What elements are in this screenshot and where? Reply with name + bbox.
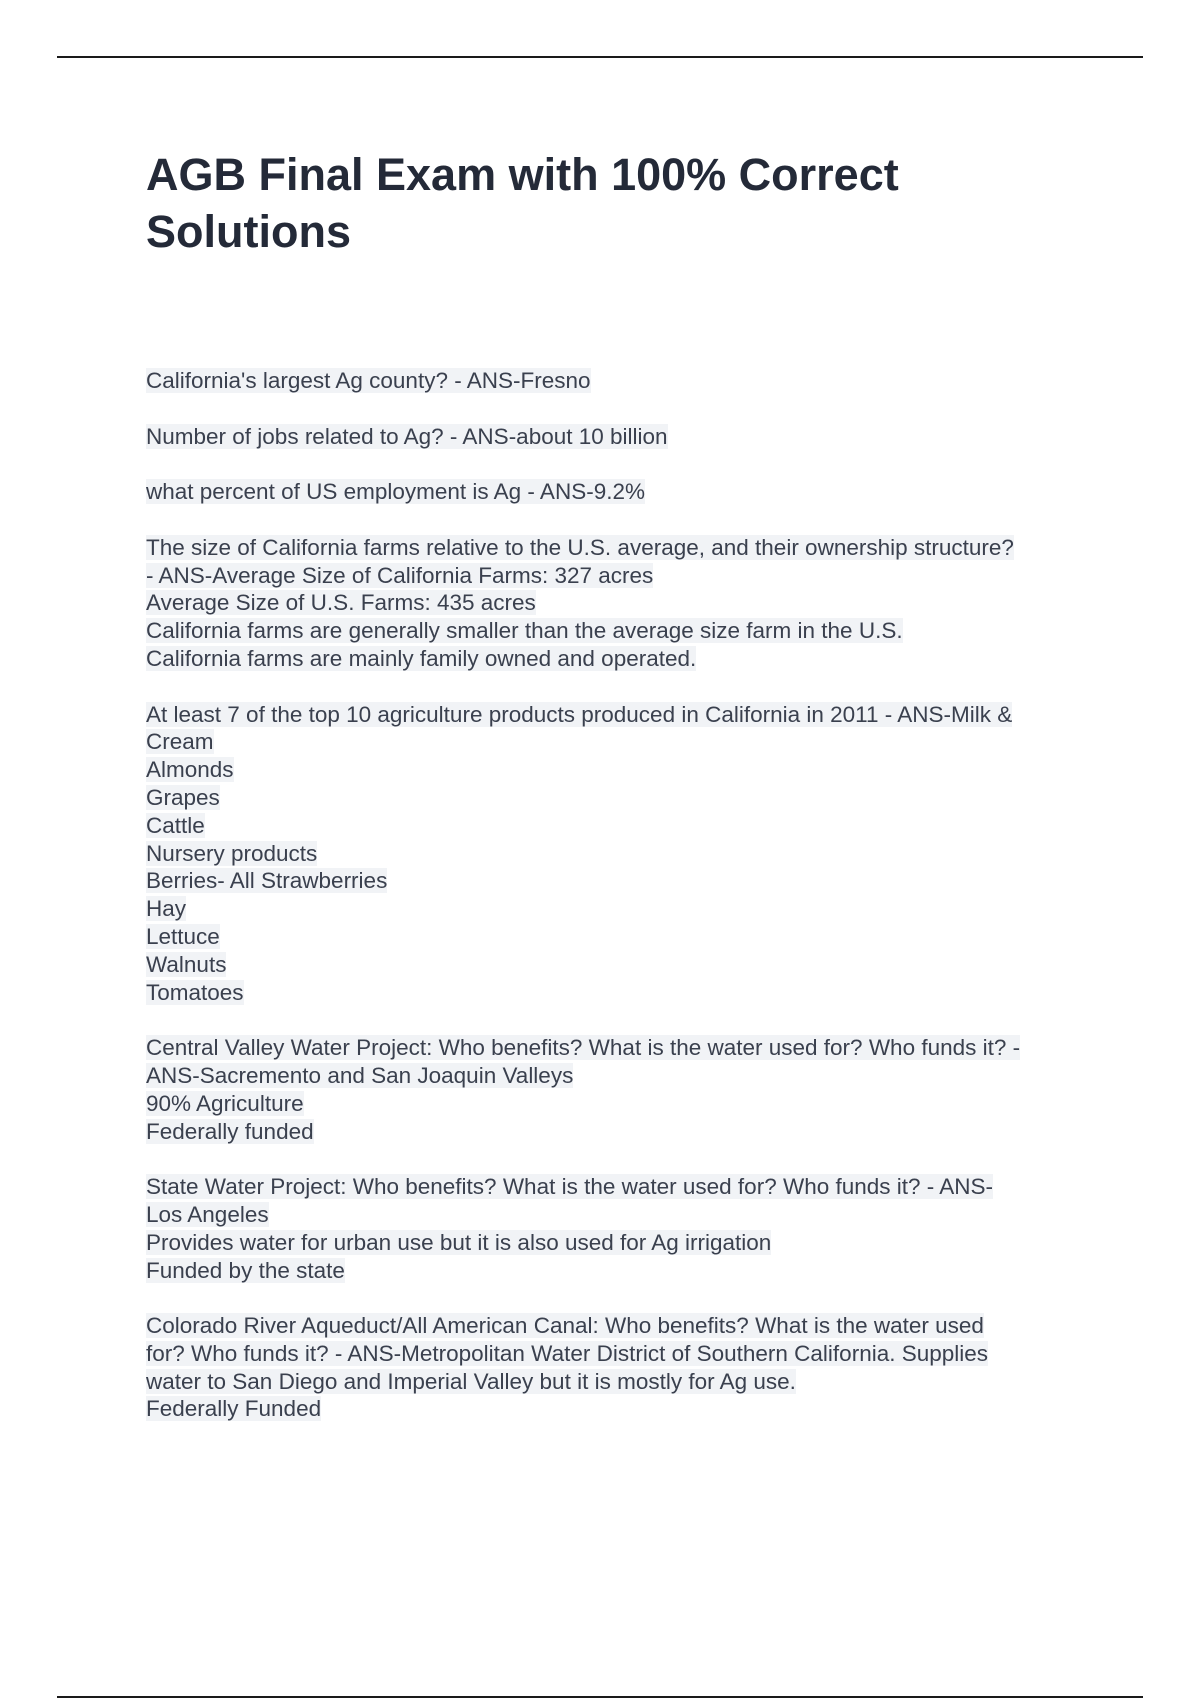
qa-line bbox=[146, 1062, 1096, 1090]
qa-line-text: - ANS-Average Size of California Farms: 327 acres bbox=[146, 562, 654, 588]
qa-line-text: water to San Diego and Imperial Valley but it is mostly for Ag use. bbox=[146, 1368, 796, 1394]
qa-line-text: Federally funded bbox=[146, 1118, 314, 1144]
qa-line bbox=[146, 1034, 1096, 1062]
qa-line bbox=[146, 1090, 1096, 1118]
qa-line bbox=[146, 562, 1096, 590]
qa-line bbox=[146, 1312, 1096, 1340]
qa-line-text: Walnuts bbox=[146, 951, 227, 977]
qa-line bbox=[146, 812, 1096, 840]
qa-line-text: Number of jobs related to Ag? - ANS-about 10 billion bbox=[146, 423, 668, 449]
qa-line bbox=[146, 645, 1096, 673]
footer-divider bbox=[57, 1696, 1143, 1698]
qa-line-text: Central Valley Water Project: Who benefits? What is the water used for? Who funds it? - bbox=[146, 1035, 1021, 1061]
qa-line bbox=[146, 923, 1096, 951]
qa-line bbox=[146, 1340, 1096, 1368]
qa-line-text: for? Who funds it? - ANS-Metropolitan Water District of Southern California. Supplies bbox=[146, 1340, 989, 1366]
qa-line bbox=[146, 951, 1096, 979]
qa-line-text: Nursery products bbox=[146, 840, 318, 866]
qa-line-text: Federally Funded bbox=[146, 1396, 322, 1422]
qa-line-text: At least 7 of the top 10 agriculture products produced in California in 2011 - ANS-Milk & bbox=[146, 701, 1013, 727]
qa-line-text: Los Angeles bbox=[146, 1201, 269, 1227]
header-divider bbox=[57, 56, 1143, 58]
qa-line-text: Colorado River Aqueduct/All American Canal: Who benefits? What is the water used bbox=[146, 1313, 984, 1339]
qa-item bbox=[146, 1173, 1096, 1284]
qa-line bbox=[146, 701, 1096, 729]
qa-line bbox=[146, 840, 1096, 868]
qa-line-text: Cream bbox=[146, 729, 214, 755]
qa-line-text: Average Size of U.S. Farms: 435 acres bbox=[146, 590, 536, 616]
document-title: AGB Final Exam with 100% Correct Solutions bbox=[146, 149, 899, 257]
qa-line-text: Funded by the state bbox=[146, 1257, 345, 1283]
qa-line-text: Lettuce bbox=[146, 923, 220, 949]
qa-line-text: Tomatoes bbox=[146, 979, 244, 1005]
qa-line-text: Berries- All Strawberries bbox=[146, 868, 388, 894]
qa-line bbox=[146, 478, 1096, 506]
qa-item bbox=[146, 534, 1096, 673]
qa-line-text: ANS-Sacremento and San Joaquin Valleys bbox=[146, 1062, 574, 1088]
qa-line bbox=[146, 1257, 1096, 1285]
qa-item bbox=[146, 1312, 1096, 1423]
qa-line bbox=[146, 367, 1096, 395]
qa-line-text: The size of California farms relative to the U.S. average, and their ownership structure? bbox=[146, 534, 1014, 560]
qa-line bbox=[146, 867, 1096, 895]
qa-item bbox=[146, 1034, 1096, 1145]
qa-line bbox=[146, 1118, 1096, 1146]
qa-list bbox=[146, 367, 1096, 1451]
qa-line-text: California's largest Ag county? - ANS-Fresno bbox=[146, 368, 591, 393]
qa-line bbox=[146, 534, 1096, 562]
qa-line bbox=[146, 756, 1096, 784]
qa-item bbox=[146, 367, 1096, 395]
qa-line bbox=[146, 1229, 1096, 1257]
qa-line bbox=[146, 784, 1096, 812]
qa-line bbox=[146, 1201, 1096, 1229]
qa-line-text: Almonds bbox=[146, 757, 234, 783]
qa-line bbox=[146, 1173, 1096, 1201]
qa-line-text: Hay bbox=[146, 896, 187, 922]
qa-line-text: California farms are generally smaller than the average size farm in the U.S. bbox=[146, 618, 903, 644]
qa-line-text: State Water Project: Who benefits? What is the water used for? Who funds it? - ANS- bbox=[146, 1174, 994, 1200]
qa-item bbox=[146, 701, 1096, 1007]
qa-line bbox=[146, 895, 1096, 923]
qa-line-text: California farms are mainly family owned and operated. bbox=[146, 645, 697, 671]
qa-line bbox=[146, 728, 1096, 756]
qa-item bbox=[146, 478, 1096, 506]
qa-line-text: Provides water for urban use but it is also used for Ag irrigation bbox=[146, 1229, 772, 1255]
qa-line-text: Cattle bbox=[146, 812, 205, 838]
qa-line bbox=[146, 1368, 1096, 1396]
qa-line bbox=[146, 423, 1096, 451]
qa-line-text: what percent of US employment is Ag - ANS-9.2% bbox=[146, 479, 645, 505]
qa-line bbox=[146, 589, 1096, 617]
qa-line-text: 90% Agriculture bbox=[146, 1090, 304, 1116]
qa-line-text: Grapes bbox=[146, 784, 220, 810]
qa-item bbox=[146, 423, 1096, 451]
qa-line bbox=[146, 979, 1096, 1007]
qa-line bbox=[146, 1395, 1096, 1423]
qa-line bbox=[146, 617, 1096, 645]
